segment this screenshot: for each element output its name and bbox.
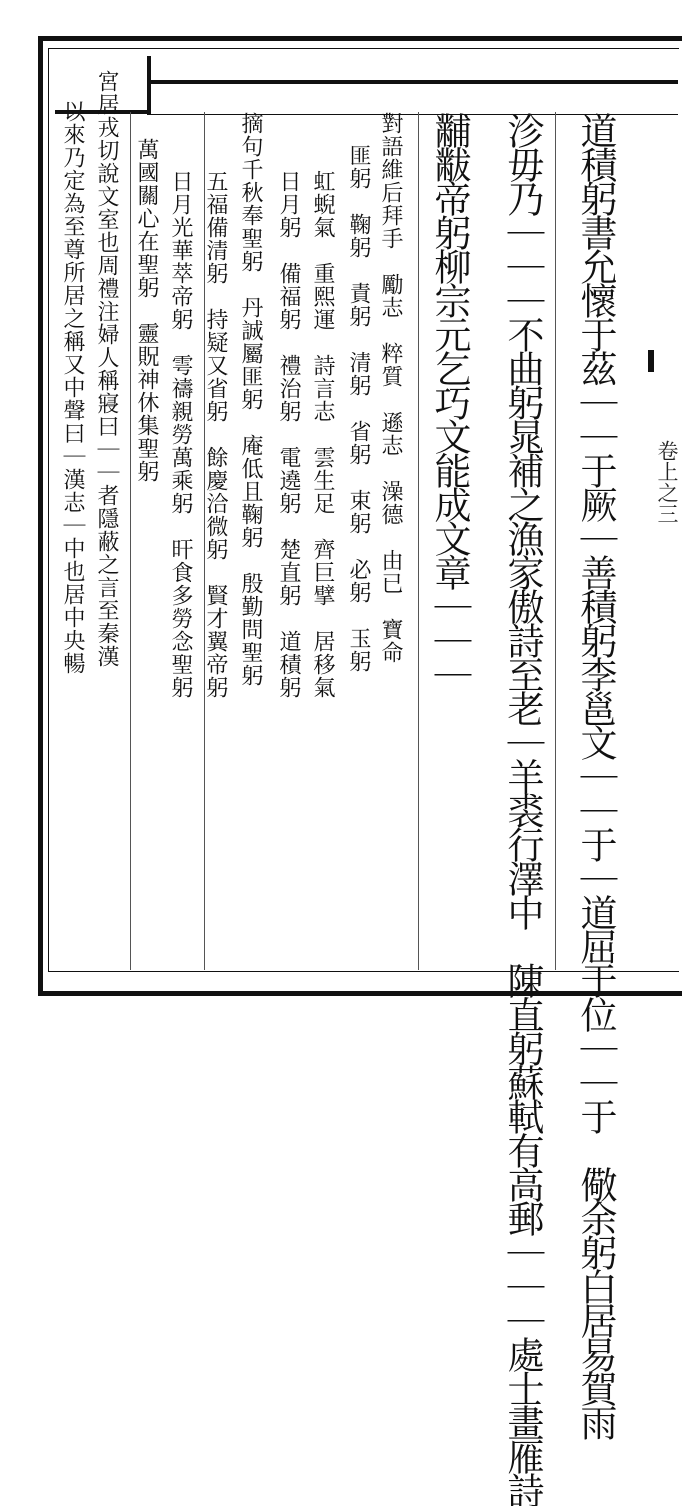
text-column-12: 宮居戎切說文室也周禮注婦人稱寢曰｜｜者隱蔽之言至秦漢 [94,70,119,668]
text-column-1: 道積躬書允懷于茲｜｜于厥｜善積躬李邕文｜｜于｜道屈于位｜｜于 儆余躬白居易賀雨 [574,112,617,1438]
text-column-4: 對語維后拜手 勵志 粹質 遜志 澡德 由已 寶命 [378,112,403,664]
column-divider [130,112,131,970]
text-column-10: 日月光華萃帝躬 雩禱親勞萬乘躬 旰食多勞念聖躬 [168,170,193,699]
margin-tab-label: 卷上之三 [655,440,679,524]
text-column-9: 五福備清躬 持疑又省躬 餘慶洽微躬 賢才翼帝躬 [203,170,228,699]
fishtail-mark [648,350,654,372]
text-column-13: 以來乃定為至尊所居之稱又中聲曰｜漢志｜中也居中央暢 [60,100,85,675]
text-column-6: 虹蜺氣 重熙運 詩言志 雲生足 齊巨擘 居移氣 [310,170,335,699]
text-column-2: 沴毋乃｜｜｜不曲躬晁補之漁家傲詩至老｜羊裘行澤中 陳直躬蘇軾有高郵｜｜｜處士畫雁詩 [501,112,544,1506]
text-column-11: 萬國關心在聖躬 靈貺神休集聖躬 [134,138,159,483]
column-divider [418,112,419,970]
column-divider [555,112,556,970]
text-column-7: 日月躬 備福躬 禮治躬 電遶躬 楚直躬 道積躬 [276,170,301,699]
text-column-5: 匪躬 鞠躬 責躬 清躬 省躬 束躬 必躬 玉躬 [346,144,371,673]
top-rule [147,80,678,115]
text-column-8: 摘句千秋奉聖躬 丹誠屬匪躬 庵低且鞠躬 殷勤問聖躬 [238,112,263,687]
text-column-3: 黼黻帝躬柳宗元乞巧文能成文章｜｜｜ [428,112,471,690]
